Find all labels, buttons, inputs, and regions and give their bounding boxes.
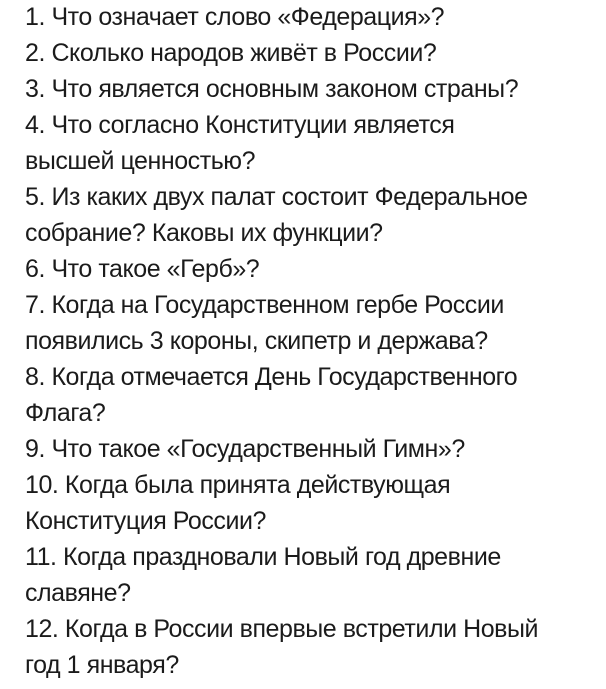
question-11-line: 11. Когда праздновали Новый год древние	[25, 543, 501, 571]
question-10-line: 10. Когда была принята действующая	[25, 471, 451, 499]
question-12-line: 12. Когда в России впервые встретили Новый	[25, 615, 539, 643]
question-5-continuation: собрание? Каковы их функции?	[25, 219, 383, 247]
question-4-line: 4. Что согласно Конституции является	[25, 111, 455, 139]
question-7-line: 7. Когда на Государственном гербе России	[25, 291, 504, 319]
question-6-line: 6. Что такое «Герб»?	[25, 255, 260, 283]
question-7-continuation: появились 3 короны, скипетр и держава?	[25, 327, 488, 355]
question-11-continuation: славяне?	[25, 579, 131, 607]
question-9-line: 9. Что такое «Государственный Гимн»?	[25, 435, 465, 463]
question-4-continuation: высшей ценностью?	[25, 147, 256, 175]
question-2-line: 2. Сколько народов живёт в России?	[25, 39, 437, 67]
question-12-continuation: год 1 января?	[25, 651, 179, 679]
question-1-line: 1. Что означает слово «Федерация»?	[25, 3, 445, 31]
question-10-continuation: Конституция России?	[25, 507, 266, 535]
question-8-continuation: Флага?	[25, 399, 106, 427]
question-5-line: 5. Из каких двух палат состоит Федеральное	[25, 183, 528, 211]
question-8-line: 8. Когда отмечается День Государственного	[25, 363, 518, 391]
question-3-line: 3. Что является основным законом страны?	[25, 75, 519, 103]
